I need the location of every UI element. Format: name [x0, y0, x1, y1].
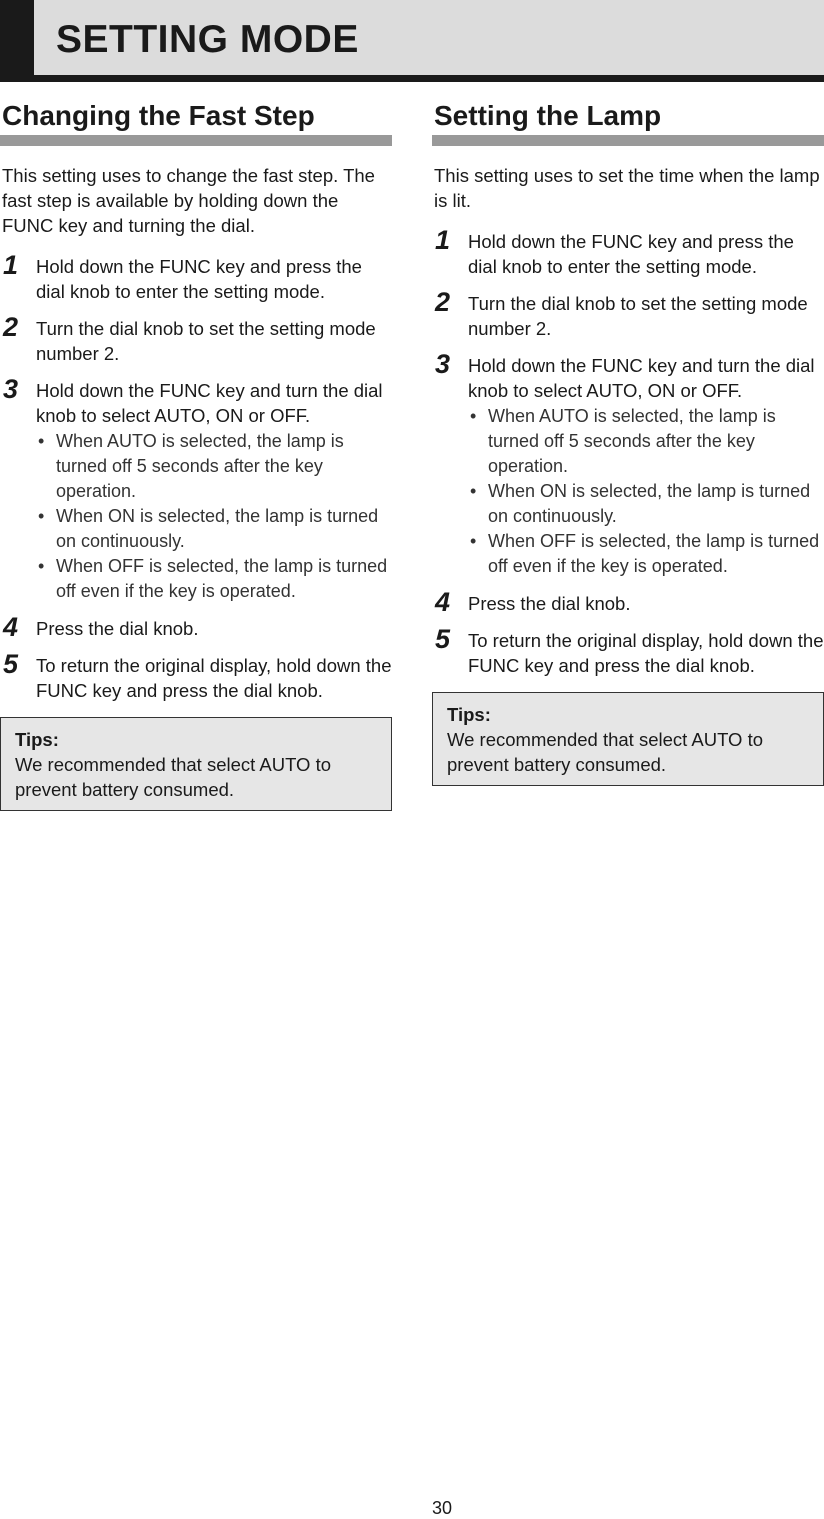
page-header — [0, 0, 824, 82]
bullet-item: • When AUTO is selected, the lamp is turned off 5 seconds after the key operation. — [36, 429, 392, 504]
tips-box — [432, 692, 824, 786]
tips-text: We recommended that select AUTO to prevent battery consumed. — [447, 729, 764, 775]
section-rule — [432, 135, 824, 146]
step-text: Hold down the FUNC key and turn the dial knob to select AUTO, ON or OFF. — [36, 380, 383, 426]
bullet-list — [468, 404, 824, 579]
step-text: Turn the dial knob to set the setting mode number 2. — [36, 318, 376, 364]
step-item — [432, 287, 824, 341]
section-intro: This setting uses to change the fast step. The fast step is available by holding down the FUNC key and turning the dial. — [2, 165, 375, 236]
section-title: Setting the Lamp — [434, 100, 662, 131]
step-number: 1 — [3, 250, 19, 280]
step-item — [0, 649, 392, 703]
step-text: Hold down the FUNC key and press the dial knob to enter the setting mode. — [36, 256, 362, 302]
section-lamp — [432, 98, 824, 786]
step-item — [432, 349, 824, 579]
step-text: To return the original display, hold down the FUNC key and press the dial knob. — [36, 655, 392, 701]
page-title: SETTING MODE — [56, 18, 359, 61]
bullet-list — [36, 429, 392, 604]
section-rule — [0, 135, 392, 146]
step-number: 5 — [3, 649, 19, 679]
step-text: Press the dial knob. — [468, 593, 631, 614]
step-number: 2 — [3, 312, 19, 342]
step-list — [0, 250, 392, 703]
page-number: 30 — [431, 1498, 453, 1518]
bullet-item: • When ON is selected, the lamp is turned on continuously. — [468, 479, 824, 529]
header-black-tab — [0, 0, 34, 82]
step-number: 2 — [435, 287, 451, 317]
step-text: To return the original display, hold down the FUNC key and press the dial knob. — [468, 630, 824, 676]
step-list — [432, 225, 824, 678]
bullet-item: • When OFF is selected, the lamp is turned off even if the key is operated. — [468, 529, 824, 579]
step-number: 4 — [435, 587, 451, 617]
tips-title: Tips: — [15, 729, 59, 750]
step-text: Hold down the FUNC key and turn the dial knob to select AUTO, ON or OFF. — [468, 355, 815, 401]
section-fast-step — [0, 98, 392, 811]
step-item — [0, 312, 392, 366]
bullet-item: • When OFF is selected, the lamp is turned off even if the key is operated. — [36, 554, 392, 604]
step-item — [0, 612, 392, 642]
step-number: 4 — [3, 612, 19, 642]
step-text: Hold down the FUNC key and press the dial knob to enter the setting mode. — [468, 231, 794, 277]
step-text: Press the dial knob. — [36, 618, 199, 639]
step-item — [432, 587, 824, 617]
bullet-item: • When ON is selected, the lamp is turned on continuously. — [36, 504, 392, 554]
step-number: 1 — [435, 225, 451, 255]
tips-box — [0, 717, 392, 811]
step-number: 3 — [3, 374, 19, 404]
step-item — [0, 250, 392, 304]
step-item — [432, 225, 824, 279]
step-item — [0, 374, 392, 604]
tips-title: Tips: — [447, 704, 491, 725]
step-number: 3 — [435, 349, 451, 379]
section-title: Changing the Fast Step — [2, 100, 315, 131]
tips-text: We recommended that select AUTO to prevent battery consumed. — [15, 754, 332, 800]
bullet-item: • When AUTO is selected, the lamp is turned off 5 seconds after the key operation. — [468, 404, 824, 479]
step-text: Turn the dial knob to set the setting mode number 2. — [468, 293, 808, 339]
step-number: 5 — [435, 624, 451, 654]
section-intro: This setting uses to set the time when the lamp is lit. — [434, 165, 820, 211]
step-item — [432, 624, 824, 678]
header-rule — [34, 75, 824, 82]
